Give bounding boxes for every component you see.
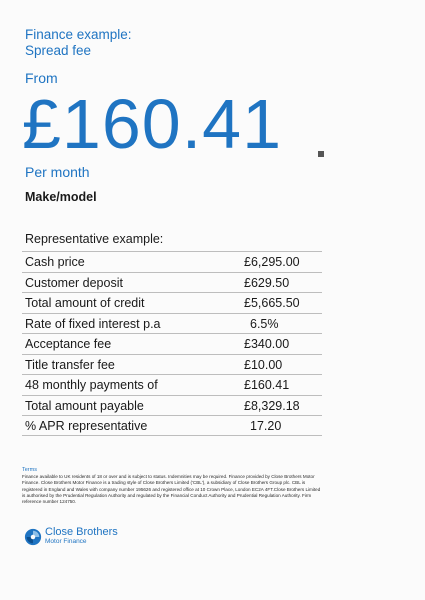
- title-line-2: Spread fee: [25, 43, 92, 58]
- row-value: £340.00: [244, 337, 290, 351]
- close-brothers-logo-icon: [24, 528, 42, 546]
- per-month-label: Per month: [25, 164, 90, 180]
- row-label: Cash price: [25, 255, 85, 269]
- row-label: 48 monthly payments of: [25, 378, 158, 392]
- table-row-apr: [22, 415, 322, 436]
- row-value: £6,295.00: [244, 255, 300, 269]
- row-label: Acceptance fee: [25, 337, 112, 351]
- monthly-price: £160.41: [22, 85, 283, 163]
- table-row-total-payable: [22, 395, 322, 416]
- representative-table: [22, 251, 322, 436]
- representative-example-heading: Representative example:: [25, 232, 164, 246]
- row-label: % APR representative: [25, 419, 148, 433]
- row-label: Rate of fixed interest p.a: [25, 316, 161, 331]
- table-row-acceptance-fee: [22, 333, 322, 354]
- table-row-monthly-payments: [22, 374, 322, 395]
- table-row-total-credit: [22, 292, 322, 313]
- row-value: 6.5%: [250, 316, 279, 331]
- table-row-title-transfer-fee: [22, 354, 322, 375]
- table-row-customer-deposit: [22, 272, 322, 293]
- brand-logo: [24, 527, 118, 546]
- row-value: £160.41: [244, 378, 290, 392]
- row-value: £629.50: [244, 275, 290, 290]
- row-value: £10.00: [244, 357, 283, 372]
- row-label: Title transfer fee: [25, 357, 115, 372]
- row-value: £8,329.18: [244, 398, 300, 413]
- make-model-label: Make/model: [25, 190, 97, 204]
- brand-subtitle: Motor Finance: [45, 538, 87, 545]
- from-label: From: [25, 70, 58, 86]
- row-value: £5,665.50: [244, 296, 300, 310]
- square-bullet-icon: [318, 151, 324, 157]
- row-value: 17.20: [250, 419, 282, 433]
- table-row-cash-price: [22, 251, 322, 272]
- title-line-1: Finance example:: [25, 27, 132, 42]
- row-label: Total amount of credit: [25, 296, 145, 310]
- terms-heading: Terms: [22, 467, 37, 473]
- terms-text: Finance available to UK residents of 18 or over and is subject to status. Indemnities may be required. Finance provided by Close Brothers Motor Finance. Close Brothers Motor Finance is a trading style of Close Brothers Limited ('CBL'), a subsidiary of Close Brothers Group plc. CBL is registered in England and Wales with company number 195626 and registered office at 10 Crown Place, London EC2A 4FT.Close Brothers Limited is authorised by the Prudential Regulation Authority and regulated by the Financial Conduct Authority and Prudential Regulation Authority. Firm reference number 124750.: [22, 474, 321, 505]
- table-row-interest-rate: [22, 313, 322, 334]
- brand-text: [45, 527, 118, 546]
- row-label: Customer deposit: [25, 275, 123, 290]
- brand-name: Close Brothers: [45, 526, 118, 538]
- row-label: Total amount payable: [25, 398, 144, 413]
- page-title: [25, 27, 132, 59]
